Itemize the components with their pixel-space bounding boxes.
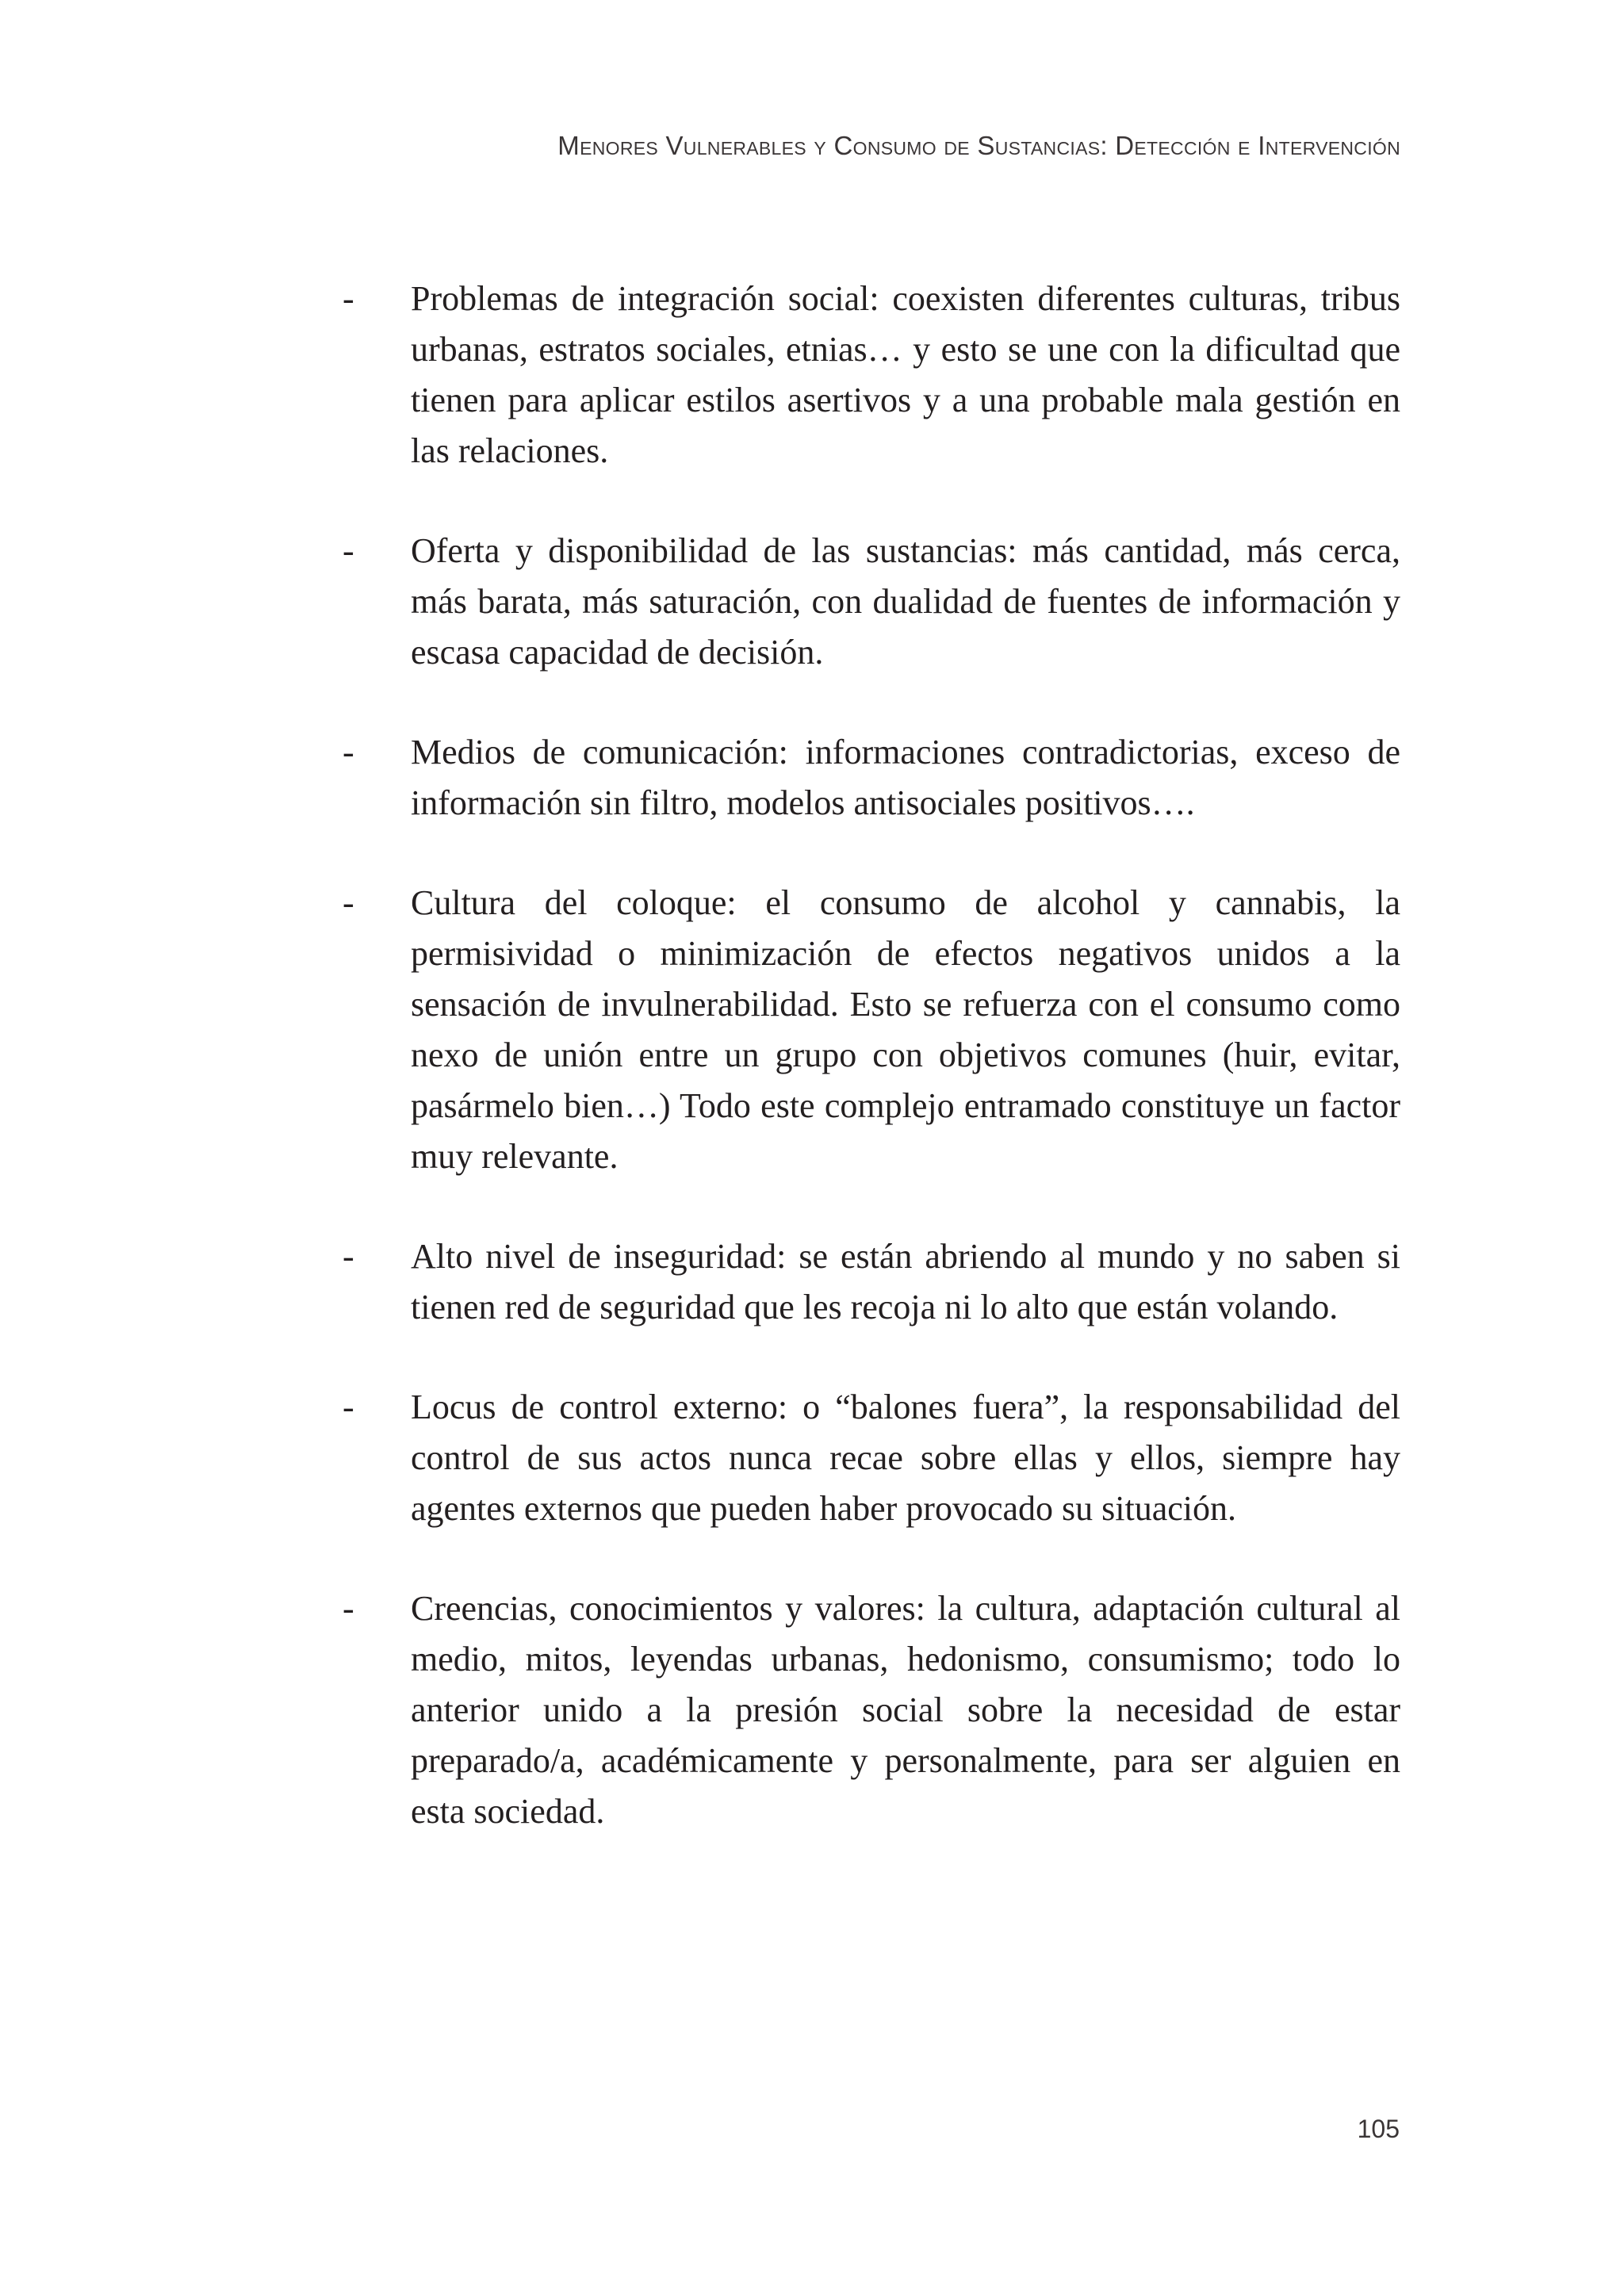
bullet-text: Alto nivel de inseguridad: se están abriendo al mundo y no saben si tienen red de seguridad que les recoja ni lo alto que están volando. bbox=[411, 1237, 1400, 1326]
bullet-item-media bbox=[343, 727, 1400, 829]
bullet-marker: - bbox=[343, 531, 354, 570]
bullet-item-substance-supply bbox=[343, 526, 1400, 678]
bullet-marker: - bbox=[343, 279, 354, 318]
bullet-text: Cultura del coloque: el consumo de alcohol y cannabis, la permisividad o minimización de efectos negativos unidos a la sensación de invulnerabilidad. Esto se refuerza con el consumo como nexo de unión entre un grupo con objetivos comunes (huir, evitar, pasármelo bien…) Todo este complejo entramado constituye un factor muy relevante. bbox=[411, 883, 1400, 1176]
bullet-text: Oferta y disponibilidad de las sustancias: más cantidad, más cerca, más barata, más saturación, con dualidad de fuentes de información y escasa capacidad de decisión. bbox=[411, 531, 1400, 672]
bullet-item-external-locus bbox=[343, 1382, 1400, 1534]
page-number: 105 bbox=[1357, 2115, 1400, 2143]
bullet-marker: - bbox=[343, 1589, 354, 1628]
bullet-item-insecurity bbox=[343, 1231, 1400, 1333]
bullet-item-beliefs-values bbox=[343, 1583, 1400, 1837]
bullet-text: Locus de control externo: o “balones fuera”, la responsabilidad del control de sus actos nunca recae sobre ellas y ellos, siempre hay agentes externos que pueden haber provocado su situación. bbox=[411, 1388, 1400, 1528]
bullet-item-social-integration bbox=[343, 274, 1400, 477]
bullet-text: Medios de comunicación: informaciones contradictorias, exceso de información sin filtro, modelos antisociales positivos…. bbox=[411, 733, 1400, 822]
bullet-marker: - bbox=[343, 1388, 354, 1426]
bullet-text: Problemas de integración social: coexisten diferentes culturas, tribus urbanas, estratos sociales, etnias… y esto se une con la dificultad que tienen para aplicar estilos asertivos y a una probable mala gestión en las relaciones. bbox=[411, 279, 1400, 470]
running-header: Menores Vulnerables y Consumo de Sustancias: Detección e Intervención bbox=[557, 131, 1400, 160]
bullet-item-coloque-culture bbox=[343, 878, 1400, 1182]
bullet-text: Creencias, conocimientos y valores: la cultura, adaptación cultural al medio, mitos, leyendas urbanas, hedonismo, consumismo; todo lo anterior unido a la presión social sobre la necesidad de estar preparado/a, académicamente y personalmente, para ser alguien en esta sociedad. bbox=[411, 1589, 1400, 1831]
bullet-list bbox=[343, 274, 1400, 1886]
bullet-marker: - bbox=[343, 733, 354, 771]
bullet-marker: - bbox=[343, 883, 354, 922]
bullet-marker: - bbox=[343, 1237, 354, 1276]
